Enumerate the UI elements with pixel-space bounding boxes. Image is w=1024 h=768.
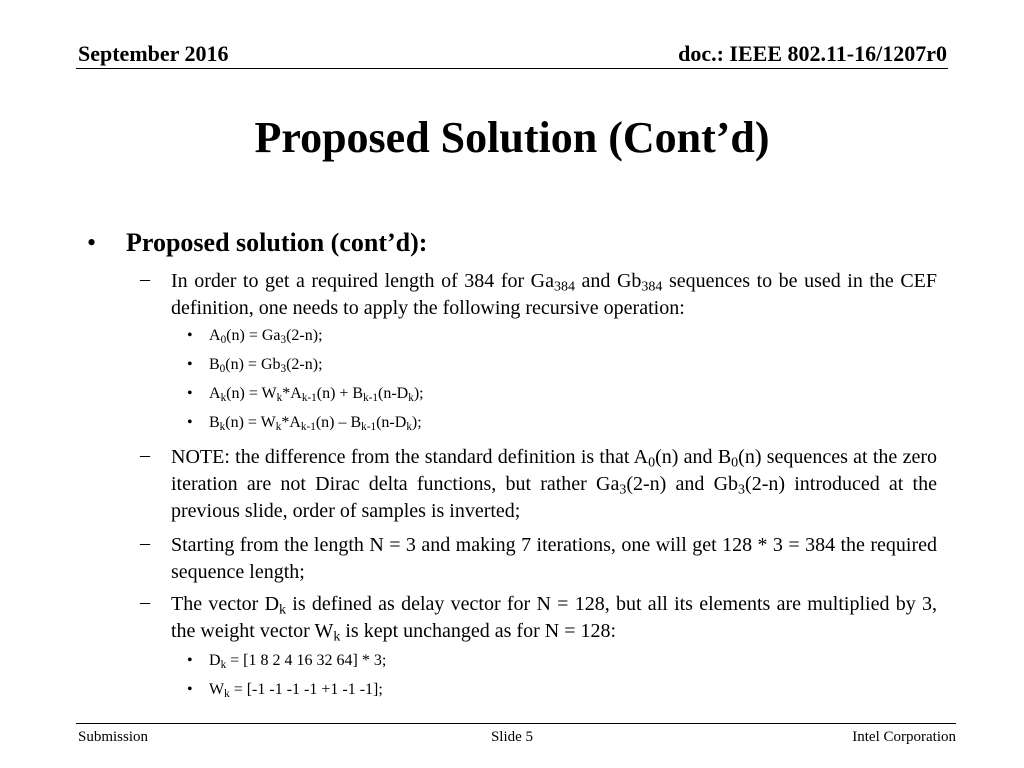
footer-slide-number: Slide 5 — [490, 729, 534, 745]
bullet-marker: • — [187, 327, 193, 344]
formula-dk: $D_k = [1$ 8 2 4 16 32 64] * 3; — [209, 652, 387, 671]
footer-company: Intel Corporation — [852, 729, 956, 745]
formula-ak: $A_k(n) = W_k*A_{k-1}(n) + B_{k-1}(n-D_k)$; — [209, 385, 424, 404]
header-date: September 2016 — [78, 41, 229, 66]
dash-marker: – — [140, 591, 150, 613]
bullet-marker: • — [187, 385, 193, 402]
formula-wk: $W_k = [-1$ -1 -1 -1 +1 -1 -1]; — [209, 681, 383, 700]
paragraph-delay-vector: The vector $D_k$ is defined as delay vector for N = 128, but all its elements are multiplied by 3, the weight vector $W_k$ is kept unchanged as for N = 128: — [171, 593, 938, 645]
bullet-marker: • — [187, 414, 193, 431]
dash-marker: – — [140, 444, 150, 466]
formula-b0: $B_0(n) = Gb_3(2-n)$; — [209, 356, 323, 375]
paragraph-iterations: Starting from the length N = 3 and making 7 iterations, one will get 128 * 3 = 384 the required sequence length; — [171, 534, 937, 583]
paragraph-recursive-operation: In order to get a required length of 384 for $Ga_{384}$ and $Gb_{384}$ sequences to be used in the CEF definition, one needs to apply the following recursive operation: — [171, 270, 938, 319]
bullet-marker: • — [187, 681, 193, 698]
footer-divider — [76, 723, 956, 724]
bullet-main: Proposed solution (cont’d): — [126, 228, 428, 257]
bullet-marker: • — [187, 356, 193, 373]
formula-a0: $A_0(n) = Ga_3(2-n)$; — [209, 327, 323, 346]
slide-title: Proposed Solution (Cont’d) — [254, 113, 770, 162]
paragraph-note: NOTE: the difference from the standard definition is that $A_0(n)$ and $B_0(n)$ sequences at the zero iteration are not Dirac delta functions, but rather $Ga_3(2-n)$ and $Gb_3(2-n)$ introduced at the previous slide, order of samples is inverted; — [171, 446, 937, 522]
bullet-marker: • — [187, 652, 193, 669]
header-divider — [76, 68, 948, 69]
footer-submission: Submission — [78, 729, 149, 745]
formula-bk: $B_k(n) = W_k*A_{k-1}(n) - B_{k-1}(n-D_k)$; — [209, 414, 422, 433]
dash-marker: – — [140, 532, 150, 554]
bullet-marker: • — [87, 228, 97, 257]
header-doc-id: doc.: IEEE 802.11-16/1207r0 — [678, 41, 947, 66]
dash-marker: – — [140, 268, 150, 290]
